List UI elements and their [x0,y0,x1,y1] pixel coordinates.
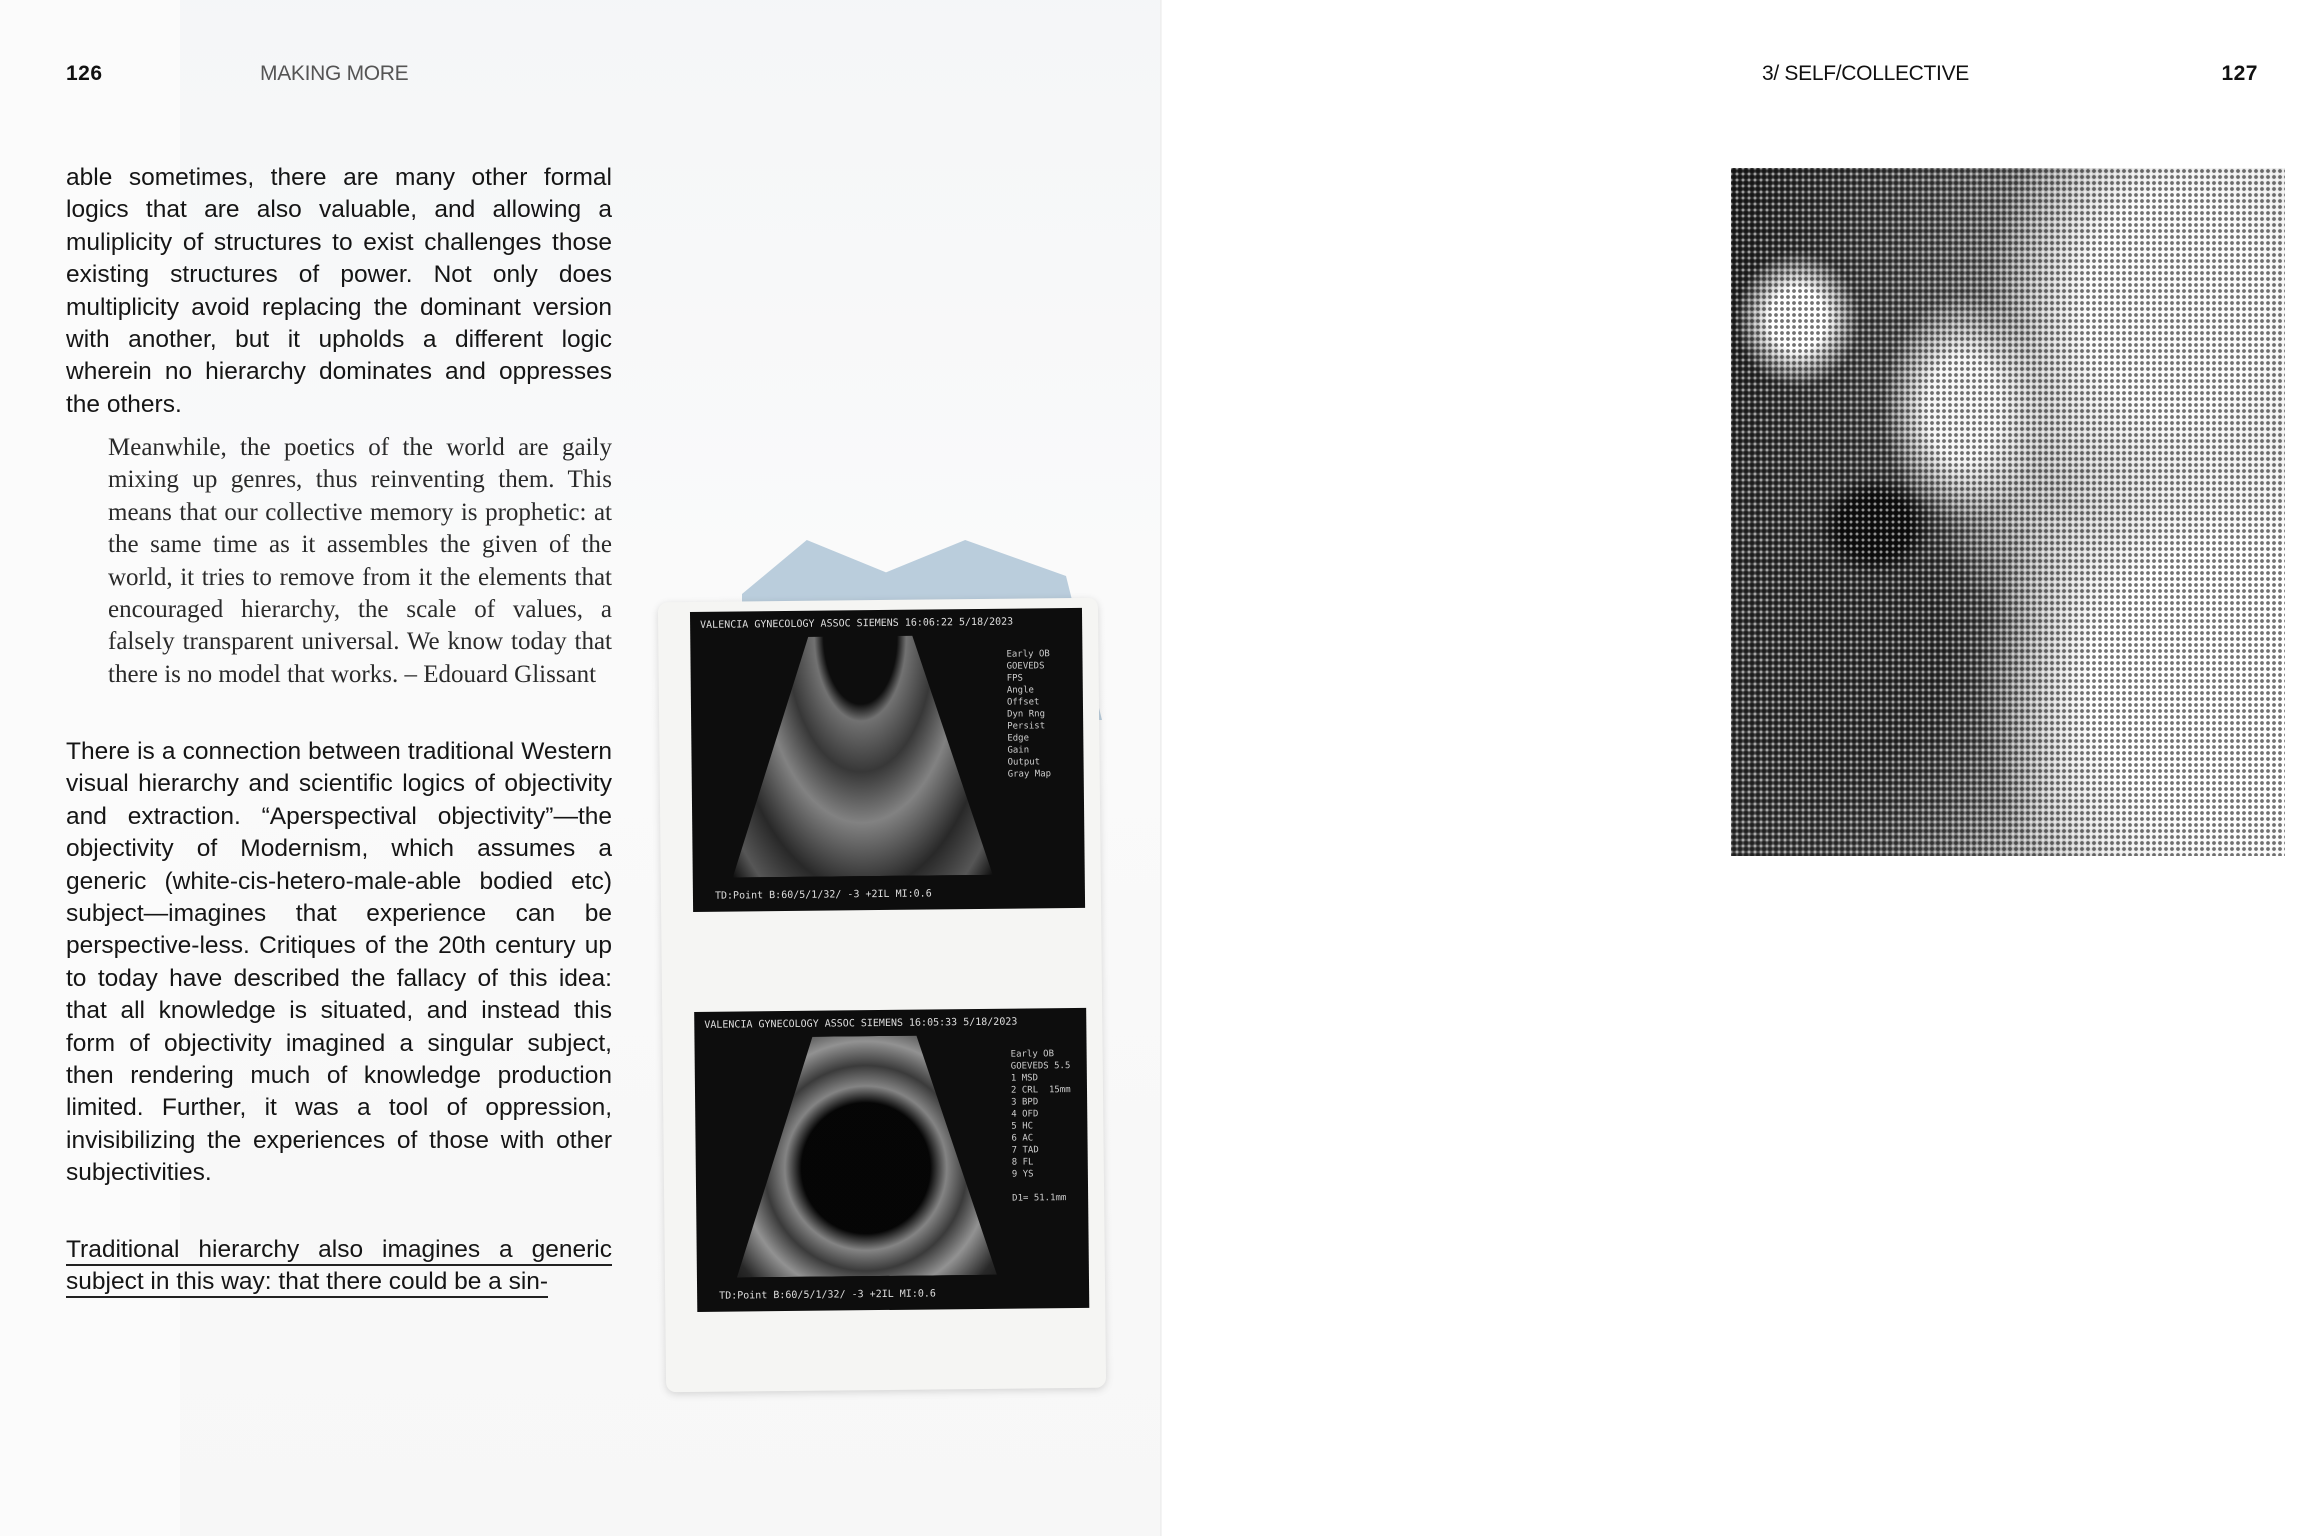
page-number-left: 126 [66,62,103,85]
scan-1-header: VALENCIA GYNECOLOGY ASSOC SIEMENS 16:06:22 5/18/2023 [700,616,1014,631]
halftone-portrait-image [1731,168,2285,856]
scan-1-readout: Early OB GOEVEDS FPS Angle Offset Dyn Rng Persist Edge Gain Output Gray Map [1006,649,1052,780]
scan-2-readout: Early OB GOEVEDS 5.5 1 MSD 2 CRL 15mm 3 BPD 4 OFD 5 HC 6 AC 7 TAD 8 FL 9 YS D1= 51.1mm [1010,1049,1071,1204]
scan-2-image [734,1035,996,1278]
block-quote: Meanwhile, the poetics of the world are gaily mixing up genres, thus reinventing them. This means that our collective memory is prophetic: at the same time as it assembles the given of the world, it tries to remove from it the elements that encouraged hierarchy, the scale of values, a falsely transparent universal. We know today that there is no model that works. – Edouard Glissant [108,434,612,688]
scan-1-footer: TD:Point B:60/5/1/32/ -3 +2IL MI:0.6 [714,888,932,902]
ultrasound-scan-1 [690,608,1085,912]
scan-2-footer: TD:Point B:60/5/1/32/ -3 +2IL MI:0.6 [719,1288,936,1302]
body-paragraph-1: able sometimes, there are many other formal logics that are also valuable, and allowing a muliplicity of structures to exist challenges those existing structures of power. Not only does multiplicity avoid replacing the dominant version with another, but it upholds a different logic wherein no hierarchy dominates and oppresses the others. [66,164,612,418]
scan-2-header: VALENCIA GYNECOLOGY ASSOC SIEMENS 16:05:33 5/18/2023 [704,1016,1018,1031]
underlined-text: Traditional hierarchy also imagines a generic subject in this way: that there could be a sin- [66,1236,612,1298]
running-head-left: MAKING MORE [260,62,409,85]
ultrasound-scan-2 [694,1008,1089,1312]
running-head-right: 3/ SELF/COLLECTIVE [1761,62,1969,85]
page-number-right: 127 [2221,62,2258,85]
scan-1-image [730,635,992,878]
ultrasound-print-strip [658,598,1106,1393]
body-paragraph-3 [66,1234,612,1299]
body-paragraph-2: There is a connection between traditional Western visual hierarchy and scientific logics of objectivity and extraction. “Aperspectival objectivity”—the objectivity of Modernism, which assumes a generic (white-cis-hetero-male-able bodied etc) subject—imagines that experience can be perspective-less. Critiques of the 20th century up to today have described the fallacy of this idea: that all knowledge is situated, and instead this form of objectivity imagined a singular subject, then rendering much of knowledge production limited. Further, it was a tool of oppression, invisibilizing the experiences of those with other subjectivities. [66,738,612,1187]
ultrasound-photo [662,540,1132,1390]
